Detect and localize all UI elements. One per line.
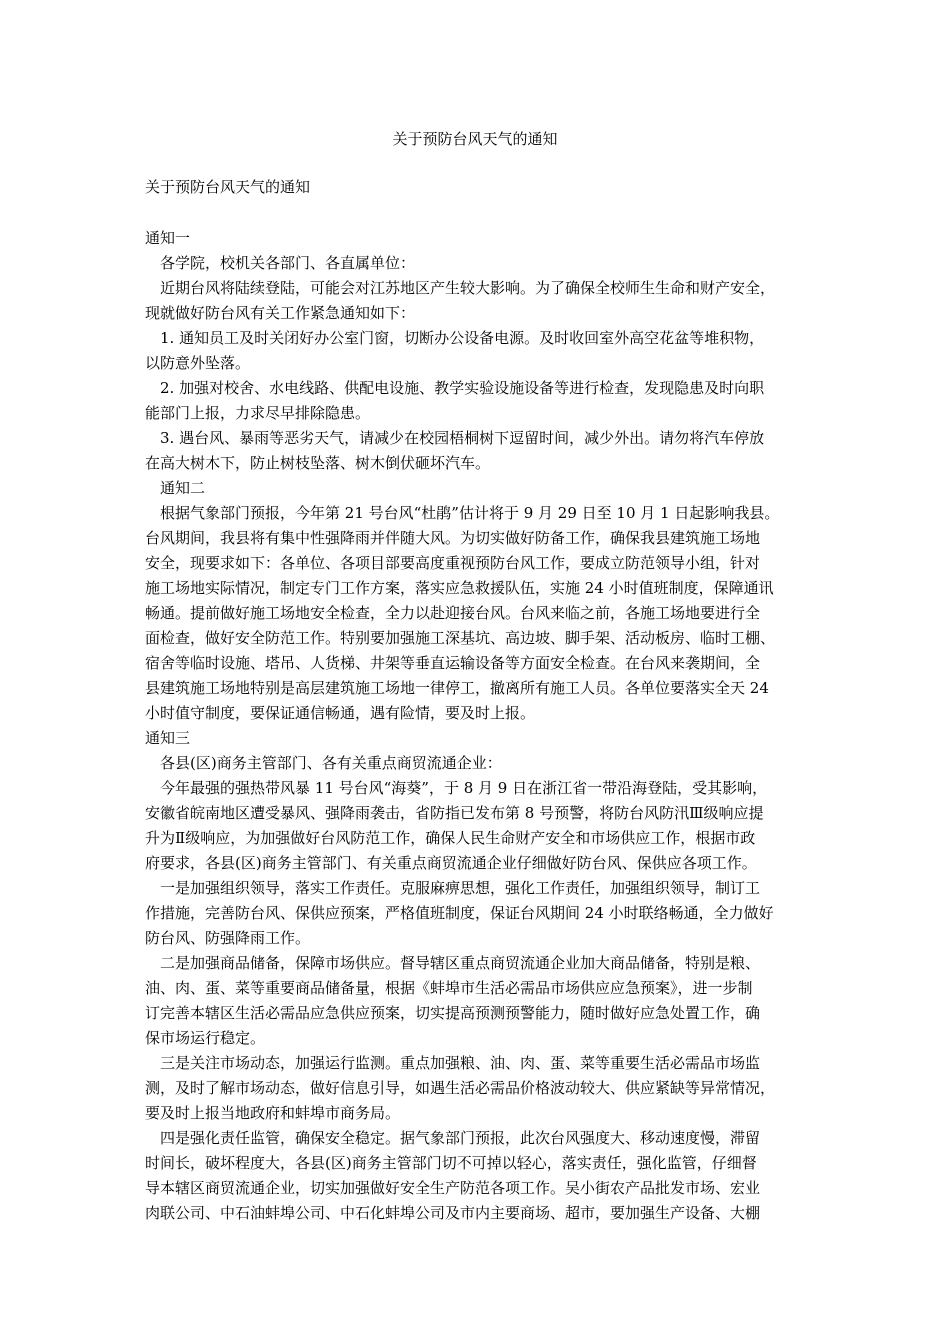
text-line: 府要求，各县(区)商务主管部门、有关重点商贸流通企业仔细做好防台风、保供应各项工作。 [145, 854, 757, 872]
text-line: 台风期间，我县将有集中性强降雨并伴随大风。为切实做好防备工作，确保我县建筑施工场地 [145, 529, 761, 547]
text-line: 能部门上报，力求尽早排除隐患。 [145, 404, 371, 422]
text-line: 小时值守制度，要保证通信畅通，遇有险情，要及时上报。 [145, 704, 536, 722]
page-title: 关于预防台风天气的通知 [392, 130, 558, 148]
document-subtitle: 关于预防台风天气的通知 [145, 178, 311, 196]
text-line: 油、肉、蛋、菜等重要商品储备量，根据《蚌埠市生活必需品市场供应应急预案》，进一步制 [145, 979, 753, 997]
text-line: 升为Ⅱ级响应，为加强做好台风防范工作，确保人民生命财产安全和市场供应工作，根据市政 [145, 829, 756, 847]
text-line: 县建筑施工场地特别是高层建筑施工场地一律停工，撤离所有施工人员。各单位要落实全天 24 [145, 679, 769, 697]
text-line: 3. 遇台风、暴雨等恶劣天气，请减少在校园梧桐树下逗留时间，减少外出。请勿将汽车停放 [160, 429, 765, 447]
text-line: 安全，现要求如下：各单位、各项目部要高度重视预防台风工作，要成立防范领导小组，针对 [145, 554, 761, 572]
text-line: 要及时上报当地政府和蚌埠市商务局。 [145, 1104, 401, 1122]
text-line: 2. 加强对校舍、水电线路、供配电设施、教学实验设施设备等进行检查，发现隐患及时向职 [160, 379, 765, 397]
text-line: 根据气象部门预报，今年第 21 号台风“杜鹃”估计将于 9 月 29 日至 10 月 1 日起影响我县。 [160, 504, 780, 522]
text-line: 畅通。提前做好施工场地安全检查，全力以赴迎接台风。台风来临之前，各施工场地要进行全 [145, 604, 761, 622]
document-body [145, 226, 803, 1226]
text-line: 各县(区)商务主管部门、各有关重点商贸流通企业： [160, 754, 502, 772]
text-line: 导本辖区商贸流通企业，切实加强做好安全生产防范各项工作。吴小街农产品批发市场、宏业 [145, 1179, 761, 1197]
text-line: 订完善本辖区生活必需品应急供应预案，切实提高预测预警能力，随时做好应急处置工作，确 [145, 1004, 761, 1022]
text-line: 各学院，校机关各部门、各直属单位： [160, 254, 416, 272]
text-line: 肉联公司、中石油蚌埠公司、中石化蚌埠公司及市内主要商场、超市，要加强生产设备、大棚 [145, 1204, 761, 1222]
text-line: 保市场运行稳定。 [145, 1029, 266, 1047]
text-line: 通知一 [145, 229, 191, 247]
text-line: 通知三 [145, 729, 191, 747]
text-line: 1. 通知员工及时关闭好办公室门窗，切断办公设备电源。及时收回室外高空花盆等堆积物， [160, 329, 765, 347]
text-line: 施工场地实际情况，制定专门工作方案，落实应急救援队伍，实施 24 小时值班制度，保障通讯 [145, 579, 774, 597]
text-line: 作措施，完善防台风、保供应预案，严格值班制度，保证台风期间 24 小时联络畅通，全力做好 [145, 904, 774, 922]
text-line: 通知二 [160, 479, 206, 497]
text-line: 测，及时了解市场动态，做好信息引导，如遇生活必需品价格波动较大、供应紧缺等异常情况， [145, 1079, 776, 1097]
text-line: 以防意外坠落。 [145, 354, 251, 372]
text-line: 在高大树木下，防止树枝坠落、树木倒伏砸坏汽车。 [145, 454, 491, 472]
text-line: 近期台风将陆续登陆，可能会对江苏地区产生较大影响。为了确保全校师生生命和财产安全， [160, 279, 776, 297]
text-line: 现就做好防台风有关工作紧急通知如下： [145, 304, 416, 322]
text-line: 今年最强的强热带风暴 11 号台风“海葵”，于 8 月 9 日在浙江省一带沿海登陆，受其影响， [160, 779, 768, 797]
text-line: 面检查，做好安全防范工作。特别要加强施工深基坑、高边坡、脚手架、活动板房、临时工棚、 [145, 629, 776, 647]
text-line: 四是强化责任监管，确保安全稳定。据气象部门预报，此次台风强度大、移动速度慢，滞留 [160, 1129, 761, 1147]
text-line: 宿舍等临时设施、塔吊、人货梯、井架等垂直运输设备等方面安全检查。在台风来袭期间，全 [145, 654, 761, 672]
text-line: 一是加强组织领导，落实工作责任。克服麻痹思想，强化工作责任，加强组织领导，制订工 [160, 879, 761, 897]
text-line: 时间长，破坏程度大，各县(区)商务主管部门切不可掉以轻心，落实责任，强化监管，仔细督 [145, 1154, 757, 1172]
text-line: 二是加强商品储备，保障市场供应。督导辖区重点商贸流通企业加大商品储备，特别是粮、 [160, 954, 761, 972]
text-line: 三是关注市场动态，加强运行监测。重点加强粮、油、肉、蛋、菜等重要生活必需品市场监 [160, 1054, 761, 1072]
text-line: 安徽省皖南地区遭受暴风、强降雨袭击，省防指已发布第 8 号预警，将防台风防汛Ⅲ级响应提 [145, 804, 764, 822]
text-line: 防台风、防强降雨工作。 [145, 929, 311, 947]
